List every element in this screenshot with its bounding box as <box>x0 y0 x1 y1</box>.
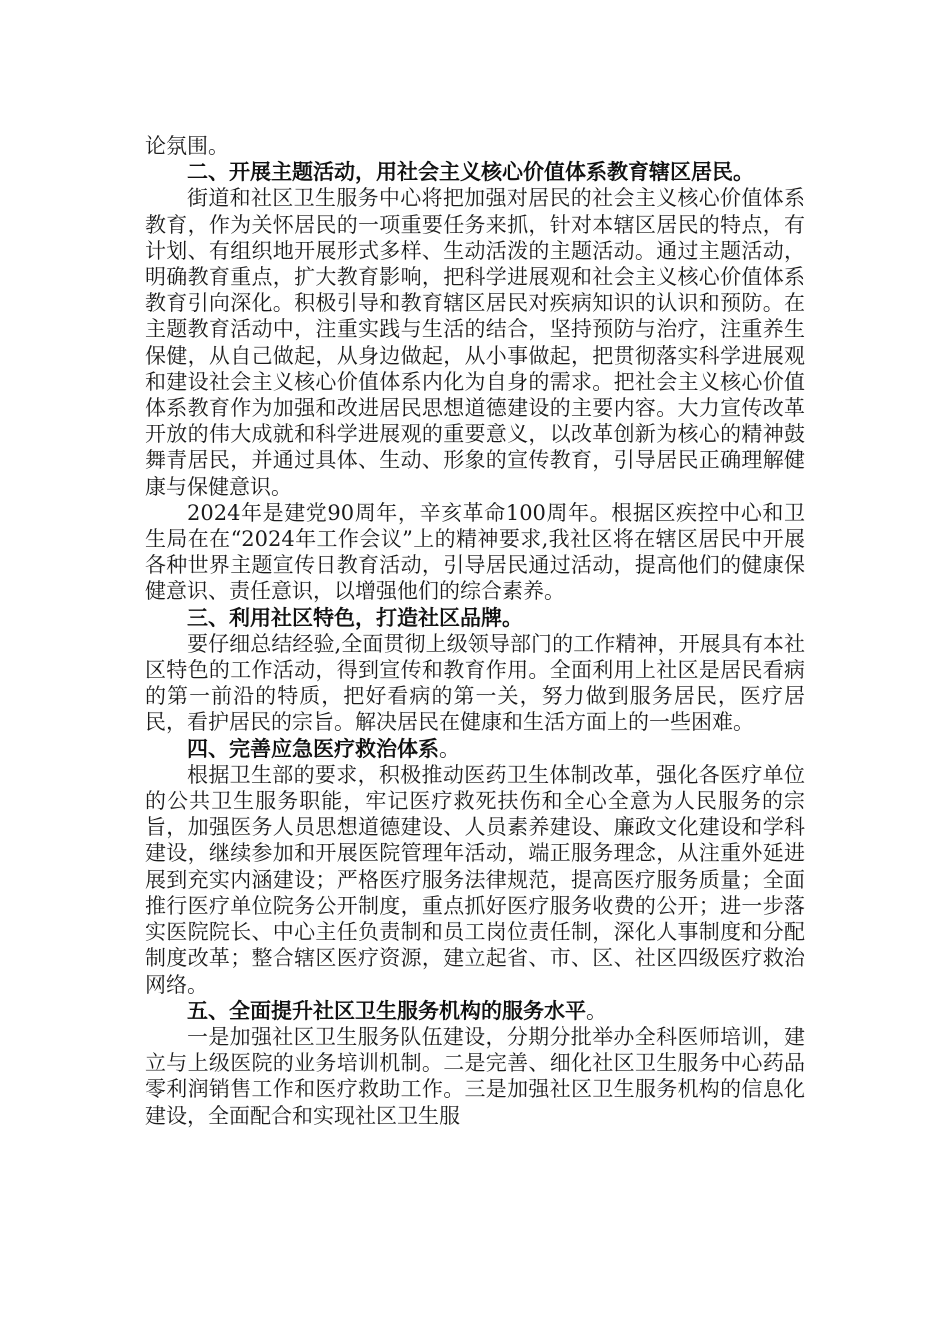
paragraph-2024-plan: 2024年是建党90周年，辛亥革命100周年。根据区疾控中心和卫生局在在“2024年工作会议”上的精神要求,我社区将在辖区居民中开展各种世界主题宣传日教育活动，引导居民通过活动，提高他们的健康保健意识、责任意识，以增强他们的综合素养。 <box>145 500 805 604</box>
section-heading-3 <box>145 605 805 631</box>
section-heading-4 <box>145 736 805 762</box>
section-heading-4-tail: 。 <box>439 736 460 761</box>
section-heading-5 <box>145 998 805 1024</box>
paragraph-continuation: 论氛围。 <box>145 134 229 158</box>
section-heading-5-text: 五、全面提升社区卫生服务机构的服务水平 <box>187 997 586 1023</box>
section-heading-3-text: 三、利用社区特色，打造社区品牌。 <box>187 604 523 630</box>
paragraph-emergency-care: 根据卫生部的要求，积极推动医药卫生体制改革，强化各医疗单位的公共卫生服务职能，牢记医疗救死扶伤和全心全意为人民服务的宗旨，加强医务人员思想道德建设、人员素养建设、廉政文化建设和学科建设，继续参加和开展医院管理年活动，端正服务理念，从注重外延进展到充实内涵建设；严格医疗服务法律规范，提高医疗服务质量；全面推行医疗单位院务公开制度，重点抓好医疗服务收费的公开；进一步落实医院院长、中心主任负责制和员工岗位责任制，深化人事制度和分配制度改革；整合辖区医疗资源，建立起省、市、区、社区四级医疗救治网络。 <box>145 762 805 997</box>
section-heading-4-text: 四、完善应急医疗救治体系 <box>187 735 439 761</box>
paragraph-community-brand: 要仔细总结经验,全面贯彻上级领导部门的工作精神，开展具有本社区特色的工作活动，得到宣传和教育作用。全面利用上社区是居民看病的第一前沿的特质，把好看病的第一关，努力做到服务居民，医疗居民，看护居民的宗旨。解决居民在健康和生活方面上的一些困难。 <box>145 631 805 735</box>
section-heading-2 <box>145 159 805 185</box>
section-heading-5-tail: 。 <box>586 998 607 1023</box>
document-body <box>145 133 805 1129</box>
paragraph-service-level: 一是加强社区卫生服务队伍建设，分期分批举办全科医师培训，建立与上级医院的业务培训机制。二是完善、细化社区卫生服务中心药品零利润销售工作和医疗救助工作。三是加强社区卫生服务机构的信息化建设，全面配合和实现社区卫生服 <box>145 1024 805 1128</box>
section-heading-2-text: 二、开展主题活动，用社会主义核心价值体系教育辖区居民。 <box>187 159 754 185</box>
paragraph-theme-activities: 街道和社区卫生服务中心将把加强对居民的社会主义核心价值体系教育，作为关怀居民的一项重要任务来抓，针对本辖区居民的特点，有计划、有组织地开展形式多样、生动活泼的主题活动。通过主题活动，明确教育重点，扩大教育影响，把科学进展观和社会主义核心价值体系教育引向深化。积极引导和教育辖区居民对疾病知识的认识和预防。在主题教育活动中，注重实践与生活的结合，坚持预防与治疗，注重养生保健，从自己做起，从身边做起，从小事做起，把贯彻落实科学进展观和建设社会主义核心价值体系内化为自身的需求。把社会主义核心价值体系教育作为加强和改进居民思想道德建设的主要内容。大力宣传改革开放的伟大成就和科学进展观的重要意义，以改革创新为核心的精神鼓舞青居民，并通过具体、生动、形象的宣传教育，引导居民正确理解健康与保健意识。 <box>145 186 805 499</box>
